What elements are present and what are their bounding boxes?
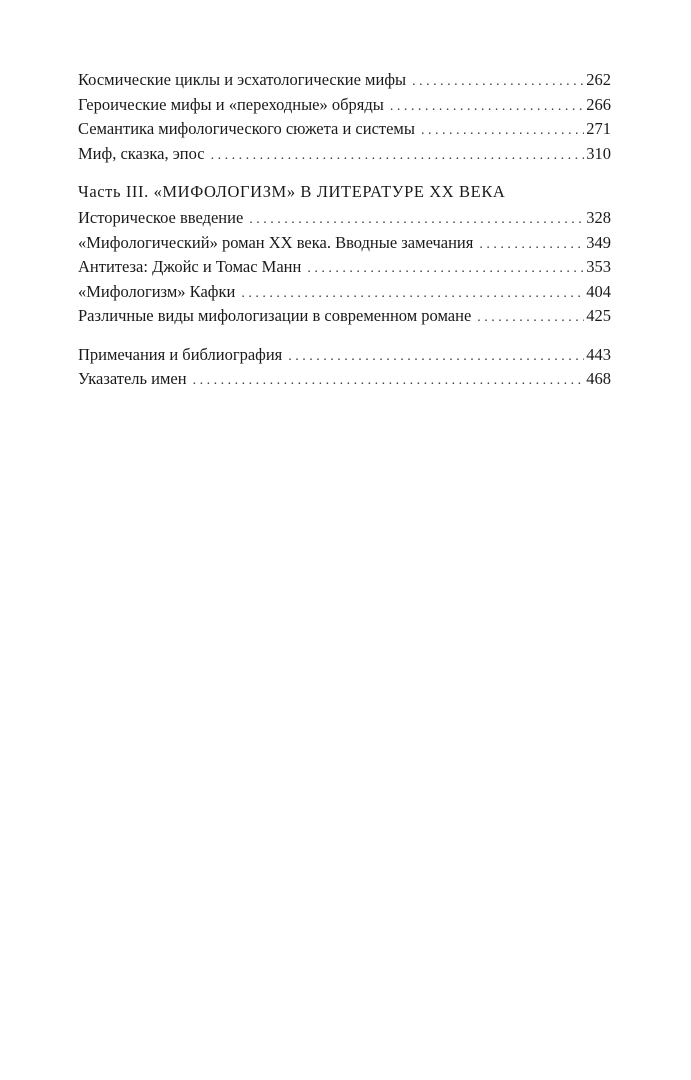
toc-top-entries xyxy=(78,68,611,166)
toc-entry-title: Примечания и библиография xyxy=(78,344,283,364)
dot-leader xyxy=(288,345,584,370)
part-heading: Часть III. «МИФОЛОГИЗМ» В ЛИТЕРАТУРЕ XX ВЕКА xyxy=(78,182,506,201)
dot-leader xyxy=(479,233,584,258)
toc-entry[interactable] xyxy=(78,142,611,167)
dot-leader xyxy=(307,257,584,282)
toc-entry[interactable] xyxy=(78,255,611,280)
toc-entry-page: 262 xyxy=(586,70,611,89)
toc-entry[interactable] xyxy=(78,343,611,368)
dot-leader xyxy=(211,144,585,169)
toc-entry[interactable] xyxy=(78,93,611,118)
toc-entry-page: 443 xyxy=(586,344,611,364)
toc-entry-title: Семантика мифологического сюжета и системы xyxy=(78,119,415,138)
toc-entry[interactable] xyxy=(78,68,611,93)
toc-entry-page: 328 xyxy=(586,208,611,227)
toc-entry-title: Миф, сказка, эпос xyxy=(78,143,205,163)
toc-back-matter xyxy=(78,343,611,392)
toc-entry[interactable] xyxy=(78,206,611,231)
toc-entry-title: Антитеза: Джойс и Томас Манн xyxy=(78,257,302,276)
toc-entry-page: 310 xyxy=(586,143,611,163)
dot-leader xyxy=(249,208,584,233)
dot-leader xyxy=(421,119,584,144)
toc-entry-title: «Мифологический» роман XX века. Вводные замечания xyxy=(78,232,474,252)
toc-entry-title: Различные виды мифологизации в современном романе xyxy=(78,306,472,325)
toc-entry[interactable] xyxy=(78,280,611,305)
toc-part3-entries xyxy=(78,206,611,329)
toc-entry-page: 425 xyxy=(586,306,611,325)
toc-entry-page: 349 xyxy=(586,232,611,252)
toc-entry-title: Указатель имен xyxy=(78,369,187,388)
dot-leader xyxy=(390,95,584,120)
dot-leader xyxy=(241,282,584,307)
toc-entry[interactable] xyxy=(78,367,611,392)
toc-entry-page: 404 xyxy=(586,281,611,301)
toc-entry-title: Историческое введение xyxy=(78,208,244,227)
toc-entry[interactable] xyxy=(78,117,611,142)
toc-entry-page: 468 xyxy=(586,369,611,388)
toc-entry-page: 266 xyxy=(586,94,611,114)
toc-entry-page: 271 xyxy=(586,119,611,138)
toc-entry[interactable] xyxy=(78,304,611,329)
toc-entry[interactable] xyxy=(78,231,611,256)
toc-entry-page: 353 xyxy=(586,257,611,276)
table-of-contents xyxy=(78,68,611,392)
toc-entry-title: Героические мифы и «переходные» обряды xyxy=(78,94,384,114)
dot-leader xyxy=(412,70,584,95)
toc-entry-title: Космические циклы и эсхатологические мифы xyxy=(78,70,407,89)
dot-leader xyxy=(193,369,585,394)
toc-entry-title: «Мифологизм» Кафки xyxy=(78,281,236,301)
dot-leader xyxy=(477,306,584,331)
